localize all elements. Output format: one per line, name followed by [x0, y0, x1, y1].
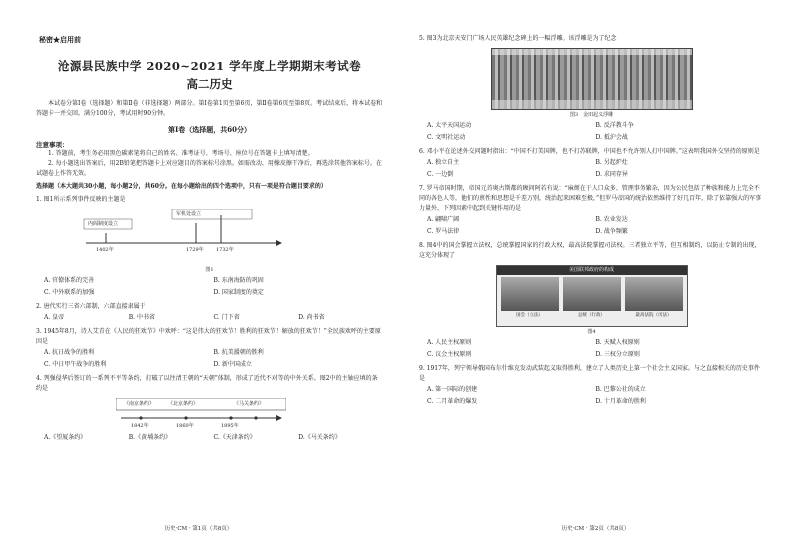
q6-option-a: A. 独立自主 [427, 159, 460, 166]
q7-option-c: C. 罗马法律 [427, 228, 460, 235]
q6-option-c: C. 一边倒 [427, 171, 454, 178]
timeline-year-1: 1402年 [96, 247, 114, 253]
q1-option-c: C. 中外联系的加强 [44, 289, 95, 296]
q1-options [36, 275, 383, 299]
question-2: 2. 唐代实行三省六部制，六部直接隶属于 [36, 303, 146, 310]
q3-option-b: B. 抗美援朝的胜利 [213, 349, 264, 356]
q8-option-b: B. 天赋人权原则 [595, 339, 640, 346]
white-house-photo [563, 277, 621, 311]
relief-image [491, 48, 693, 110]
q7-option-d: D. 战争频繁 [595, 228, 628, 235]
q6-option-d: D. 求同存异 [595, 171, 628, 178]
secret-tag: 秘密★启用前 [39, 35, 81, 44]
q9-option-c: C. 二月革命的爆发 [427, 398, 478, 405]
q8-option-a: A. 人民主权原则 [427, 339, 472, 346]
timeline-year-2: 1729年 [186, 247, 204, 253]
question-1: 1. 图1所示系列事件反映的主题是 [36, 196, 126, 203]
q9-option-a: A. 第一国际的创建 [427, 386, 478, 393]
government-figure [496, 265, 688, 327]
supreme-court-photo [625, 277, 683, 311]
figure-1-timeline [76, 209, 306, 265]
notes-title: 注意事项： [36, 141, 69, 149]
q8-options [419, 337, 764, 361]
q6-options [419, 157, 764, 181]
treaty-year-2: 1860年 [176, 423, 194, 429]
q4-option-d: D.《马关条约》 [298, 434, 341, 441]
section-title: 第Ⅰ卷（选择题，共60分） [167, 125, 251, 134]
q6-option-b: B. 另起炉灶 [595, 159, 628, 166]
treaty-2: 《北京条约》 [168, 401, 199, 407]
question-5: 5. 图3为北京天安门广场人民英雄纪念碑上的一幅浮雕。该浮雕是为了纪念 [419, 35, 617, 42]
figure-1-caption: 图1 [205, 267, 214, 273]
question-8: 8. 图4中的国会掌握立法权，总统掌握国家的行政大权，最高法院掌握司法权。三者独立平等，但互相制约，以防止专制的出现，这充分体现了 [419, 242, 761, 259]
note-1: 1. 答题前，考生务必用黑色碳素笔将自己的姓名、准考证号、考场号、座位号在答题卡上填写清楚。 [48, 150, 314, 157]
page-footer-2: 历史·CM · 第2页（共8页） [561, 526, 630, 532]
note-2: 2. 每小题选出答案后，用2B铅笔把答题卡上对应题目的答案标号涂黑。如需改动，用橡皮擦干净后，再选涂其他答案标号。在试题卷上作答无效。 [36, 160, 382, 177]
exam-subtitle: 高二历史 [186, 77, 233, 91]
treaty-year-1: 1842年 [131, 423, 149, 429]
q2-option-d: D. 尚书省 [298, 314, 325, 321]
q5-option-d: D. 抵沪会战 [595, 134, 628, 141]
q1-option-d: D. 国家制度的奠定 [213, 289, 264, 296]
q8-option-d: D. 三权分立原则 [595, 351, 640, 358]
figure-3-caption: 图3 金田起义浮雕 [569, 112, 614, 118]
question-7: 7. 罗马帝国时期，帝国元首奥古斯都的顾问阿若有说：“麻烦在于人口众多、管理事务繁杂，因为公民包括了种族和能力上完全不同的各色人等，他们的禀性和思想是千差万别，统治起来困难至极，”但罗马帝国的统治依然维持了好几百年，除了依靠强大的军事力量外，下列因素中起到关键作用的是 [419, 185, 762, 212]
q4-option-a: A.《望厦条约》 [44, 434, 87, 441]
q4-option-c: C.《天津条约》 [213, 434, 256, 441]
treaty-1: 《南京条约》 [124, 401, 155, 407]
congress-label: 国会（立法） [516, 313, 543, 318]
congress-photo [501, 277, 559, 311]
timeline-event-2: 军机处设立 [176, 211, 202, 217]
figure-2-timeline [116, 398, 286, 432]
q9-option-b: B. 巴黎公社的成立 [595, 386, 646, 393]
q2-option-a: A. 皇帝 [44, 314, 65, 321]
exam-title: 沧源县民族中学 2020~2021 学年度上学期期末考试卷 [57, 59, 362, 73]
treaty-year-3: 1895年 [221, 423, 239, 429]
q5-options [419, 120, 764, 144]
q3-options [36, 347, 383, 371]
q4-option-b: B.《黄埔条约》 [128, 434, 172, 441]
q2-option-b: B. 中书省 [128, 314, 155, 321]
timeline-event-1: 内阁制度设立 [88, 221, 119, 227]
question-6: 6. 邓小平在论述外交问题时指出：“中国不打美国牌，也不打苏联牌，中国也不允许别人打中国牌。”这表明我国外交坚持的原则是 [419, 148, 760, 155]
right-page [397, 0, 794, 544]
government-figure-header: 美国联邦政府的构成 [497, 266, 687, 275]
q3-option-d: D. 新中国成立 [213, 361, 252, 368]
question-3: 3. 1945年8月，诗人艾青在《人民的狂欢节》中欢呼：“这是伟大的狂欢节！胜利的狂欢节！解放的狂欢节！”全民族欢呼的主要原因是 [36, 328, 381, 345]
q1-option-b: B. 东南海防的巩固 [213, 277, 264, 284]
q9-option-d: D. 十月革命的胜利 [595, 398, 646, 405]
q9-options [419, 384, 764, 408]
question-4: 4. 列强侵华后签订的一系列不平等条约，打破了以往清王朝的“天朝”体制，形成了近代不对等的中外关系。图2中的主轴应填的条约是 [36, 375, 378, 392]
supreme-court-label: 最高法院（司法） [635, 313, 672, 318]
q1-option-a: A. 官僚体系的完善 [44, 277, 95, 284]
treaty-3: 《马关条约》 [234, 401, 265, 407]
q2-options [36, 312, 383, 324]
q7-option-a: A. 翩啸广阔 [427, 216, 460, 223]
q7-options [419, 214, 764, 238]
mcq-instructions: 选择题（本大题共30小题，每小题2分，共60分。在每小题给出的四个选项中，只有一项是符合题目要求的） [36, 183, 327, 190]
q8-option-c: C. 议会主权原则 [427, 351, 472, 358]
question-9: 9. 1917年，列宁领导俄国布尔什维克发动武装起义取得胜利，建立了人类历史上第一个社会主义国家。与之直接相关的历史事件是 [419, 365, 760, 382]
president-label: 总统（行政） [578, 313, 605, 318]
timeline-year-3: 1732年 [216, 247, 234, 253]
q5-option-b: B. 反洋教斗争 [595, 122, 634, 129]
q4-options [36, 432, 383, 444]
q5-option-c: C. 文明社运动 [427, 134, 466, 141]
q3-option-a: A. 抗日战争的胜利 [44, 349, 95, 356]
q5-option-a: A. 太平天国运动 [427, 122, 472, 129]
q3-option-c: C. 中日甲午战争的胜利 [44, 361, 107, 368]
exam-intro: 本试卷分第Ⅰ卷（选择题）和第Ⅱ卷（非选择题）两部分。第Ⅰ卷第1页至第6页，第Ⅱ卷第6页至第8页。考试结束后，将本试卷和答题卡一并交回。满分100分，考试用时90分钟。 [36, 100, 383, 117]
figure-4-caption: 图4 [587, 329, 596, 335]
page-footer-1: 历史·CM · 第1页（共8页） [164, 526, 233, 532]
q2-option-c: C. 门下省 [213, 314, 240, 321]
q7-option-b: B. 农业发达 [595, 216, 628, 223]
